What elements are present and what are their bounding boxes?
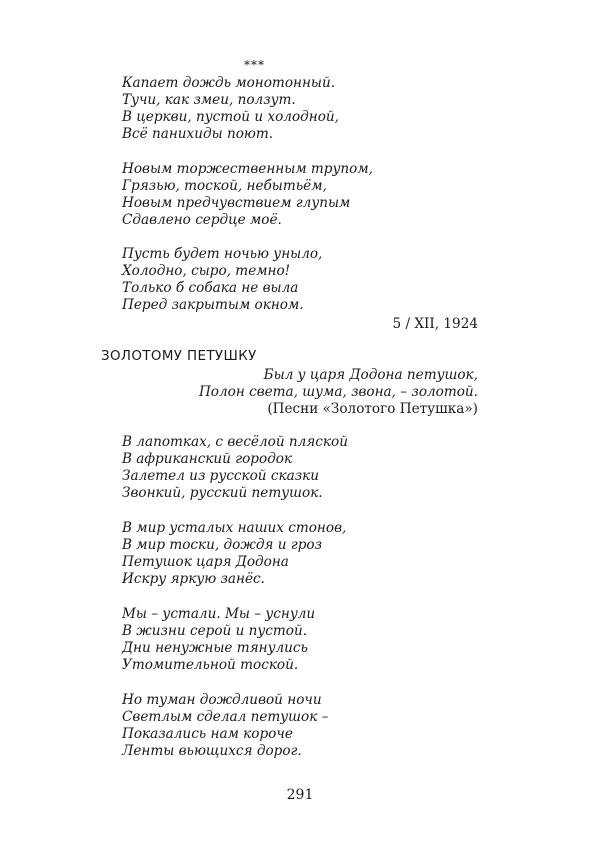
poem-line: Сдавлено сердце моё. [122, 212, 282, 228]
epigraph-source: (Песни «Золотого Петушка») [267, 401, 478, 417]
poem-line: Но туман дождливой ночи [122, 692, 322, 708]
poem-line: Ленты вьющихся дорог. [122, 743, 302, 759]
poem-line: Залетел из русской сказки [122, 468, 319, 484]
poem-line: Только б собака не выла [122, 280, 299, 296]
poem-line: Всё панихиды поют. [122, 126, 274, 142]
poem-line: В африканский городок [122, 451, 293, 467]
poem-line: Мы – устали. Мы – уснули [122, 606, 316, 622]
poem-line: В лапотках, с весёлой пляской [122, 434, 348, 450]
poem-line: Новым предчувствием глупым [122, 195, 351, 211]
poem-line: Пусть будет ночью уныло, [122, 246, 323, 262]
poem-line: Капает дождь монотонный. [122, 75, 336, 91]
poem-line: Показались нам короче [122, 726, 293, 742]
poem-line: Искру яркую занёс. [122, 571, 265, 587]
poem-line: В мир усталых наших стонов, [122, 520, 347, 536]
poem-line: Грязью, тоской, небытьём, [122, 178, 327, 194]
poem-date: 5 / XII, 1924 [392, 316, 478, 332]
poem-line: В жизни серой и пустой. [122, 623, 308, 639]
poem-line: Тучи, как змеи, ползут. [122, 92, 296, 108]
poem-line: Холодно, сыро, темно! [122, 263, 291, 279]
poem-line: Звонкий, русский петушок. [122, 485, 323, 501]
poem-title: ЗОЛОТОМУ ПЕТУШКУ [101, 349, 257, 364]
epigraph-line: Был у царя Додона петушок, [263, 367, 478, 383]
poem-line: В церкви, пустой и холодной, [122, 109, 339, 125]
poem-line: Новым торжественным трупом, [122, 161, 373, 177]
section-ornament: *** [244, 58, 265, 72]
epigraph-line: Полон света, шума, звона, – золотой. [198, 384, 478, 400]
poem-line: В мир тоски, дождя и гроз [122, 537, 322, 553]
poem-line: Дни ненужные тянулись [122, 640, 308, 656]
poem-line: Петушок царя Додона [122, 554, 289, 570]
poem-line: Перед закрытым окном. [122, 297, 304, 313]
poem-line: Утомительной тоской. [122, 657, 299, 673]
poem-line: Светлым сделал петушок – [122, 709, 329, 725]
page-number: 291 [286, 787, 314, 803]
